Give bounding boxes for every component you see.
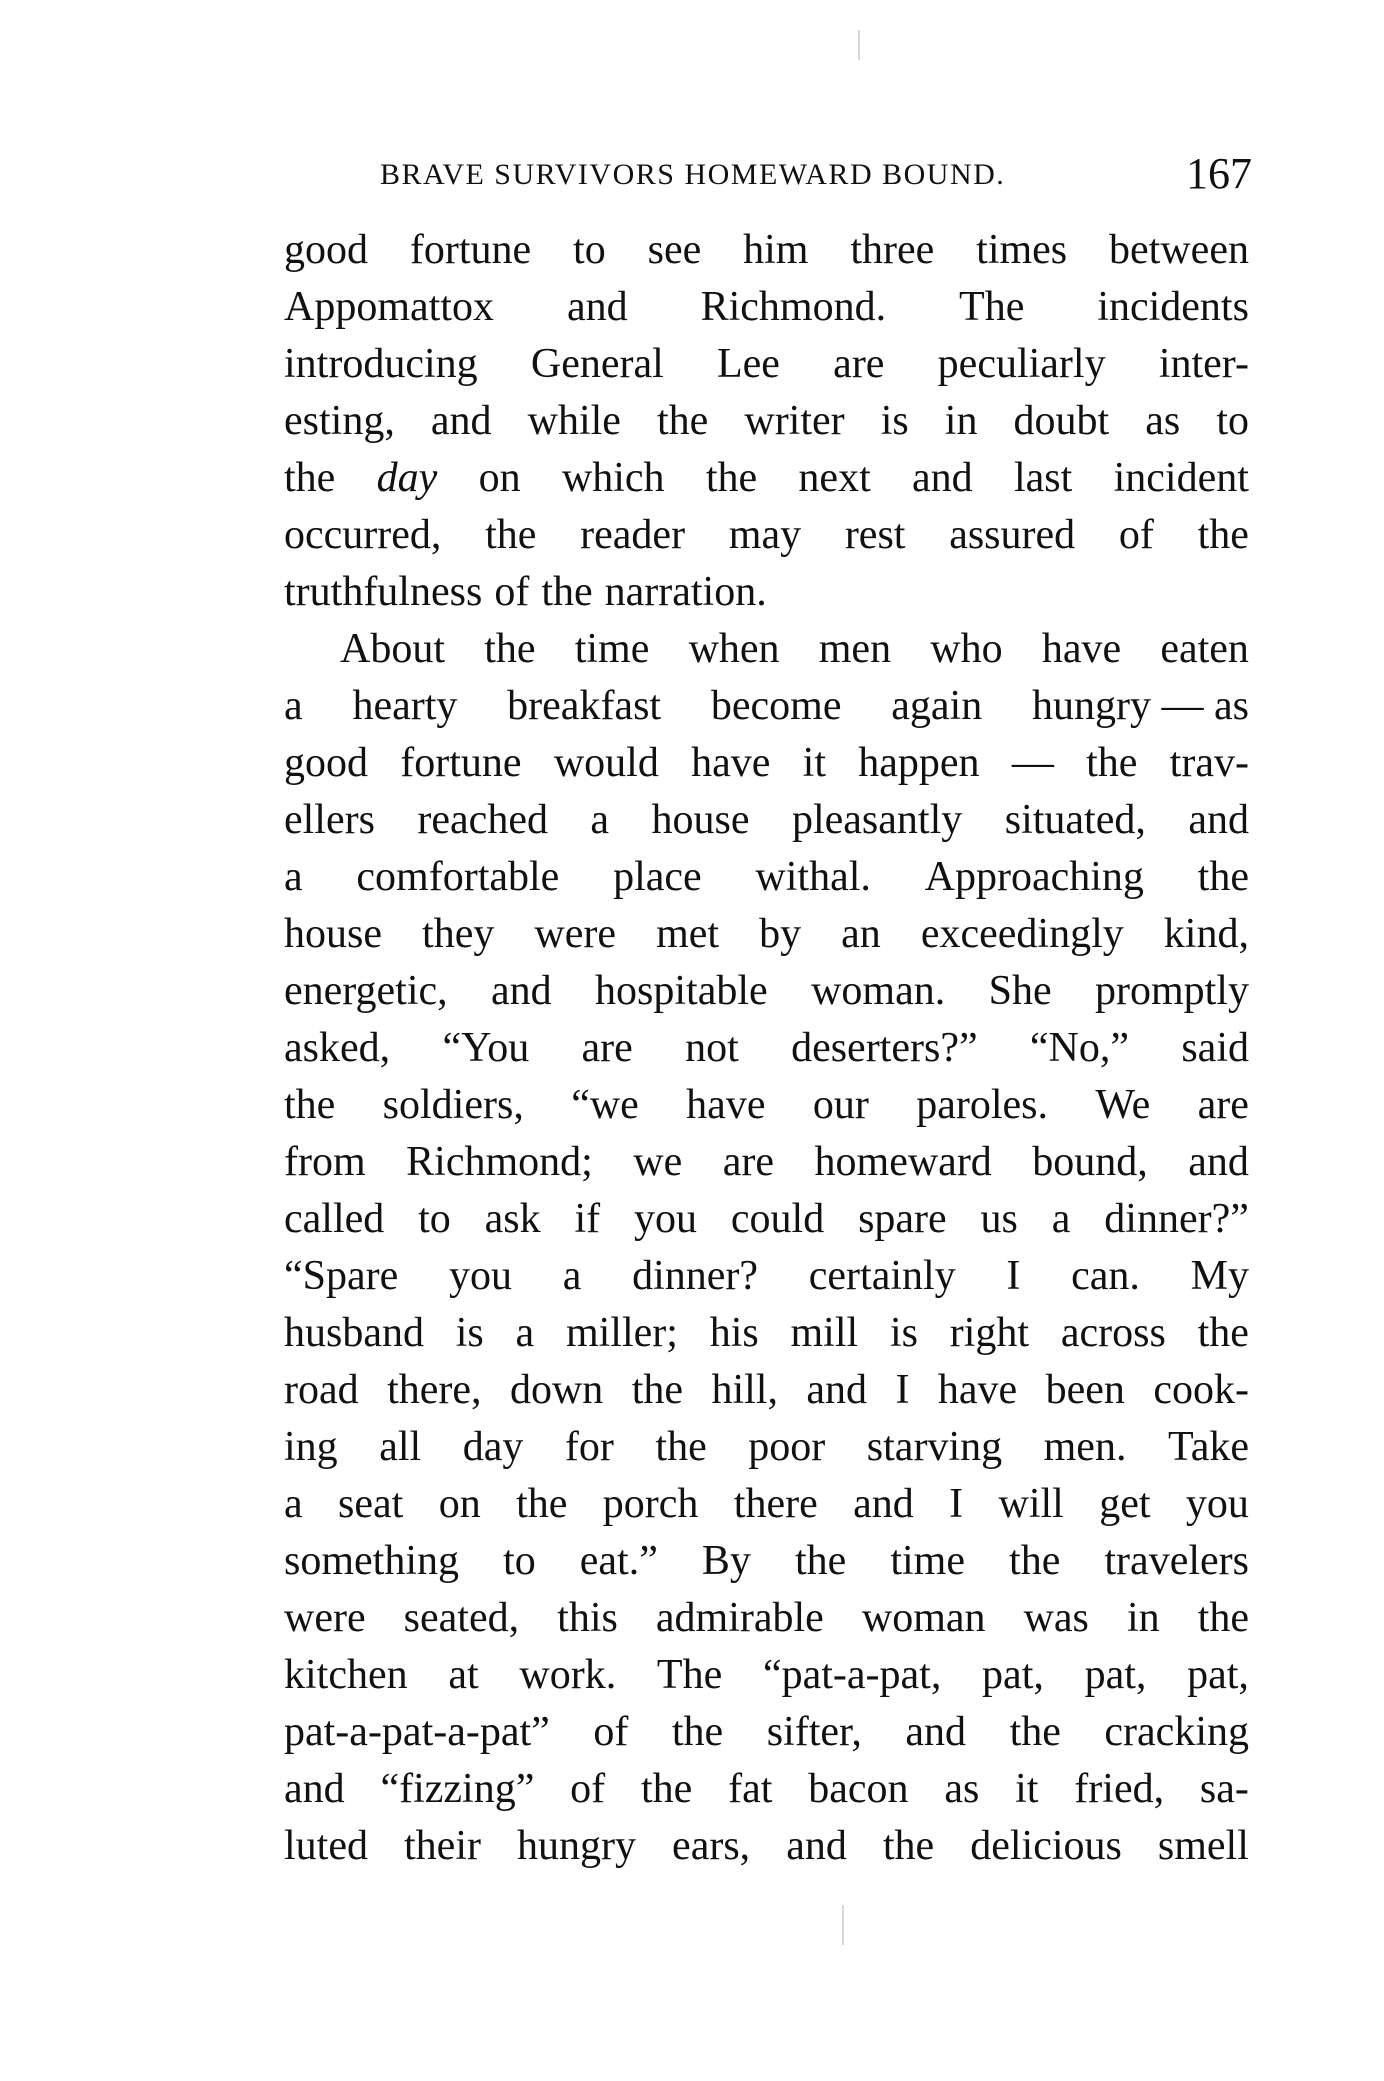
word: writer [744, 398, 845, 444]
word: from [284, 1139, 366, 1185]
word: ing [284, 1424, 338, 1470]
word: at [448, 1652, 479, 1698]
text-line [284, 1305, 1249, 1362]
word: to [573, 227, 606, 273]
text-line [284, 336, 1249, 393]
word: to [503, 1538, 536, 1584]
word: pat-a-pat-a-pat” [284, 1709, 550, 1755]
word: by [759, 911, 802, 957]
word: hungry [517, 1823, 637, 1869]
word: were [284, 1595, 366, 1641]
word: sifter, [766, 1709, 862, 1755]
word: as [944, 1766, 980, 1812]
word: us [980, 1196, 1018, 1242]
word: and [905, 1709, 967, 1755]
text-line [284, 678, 1249, 735]
word: the [671, 1709, 724, 1755]
paper-speck [842, 1905, 844, 1945]
word: again [891, 683, 983, 729]
word: a [515, 1310, 535, 1356]
word: doubt [1013, 398, 1110, 444]
word: introducing [284, 341, 478, 387]
text-line [284, 792, 1249, 849]
word: on [478, 455, 521, 501]
word: there, [387, 1367, 482, 1413]
word: last [1013, 455, 1073, 501]
word: General [530, 341, 664, 387]
word: are [722, 1139, 775, 1185]
word: we [633, 1139, 683, 1185]
word: reached [417, 797, 548, 843]
word: trav- [1169, 740, 1249, 786]
word: pat, [1084, 1652, 1147, 1698]
word: I [949, 1481, 964, 1527]
word: as [1145, 398, 1181, 444]
word: “No,” [1029, 1025, 1130, 1071]
text-line [284, 1647, 1249, 1704]
word: incident [1113, 455, 1249, 501]
word: a [284, 683, 303, 729]
word: was [1023, 1595, 1089, 1641]
word: and [566, 284, 628, 330]
word: something [284, 1538, 459, 1584]
word: on [438, 1481, 481, 1527]
text-line [284, 1419, 1249, 1476]
text-line [284, 279, 1249, 336]
text-line [284, 735, 1249, 792]
word: good [284, 740, 368, 786]
word: fat [728, 1766, 773, 1812]
word: said [1181, 1025, 1249, 1071]
word: certainly [808, 1253, 956, 1299]
word: paroles. [916, 1082, 1048, 1128]
word: the [640, 1766, 693, 1812]
word: Appomattox [284, 284, 494, 330]
word: all [379, 1424, 422, 1470]
word: him [743, 227, 809, 273]
word: this [557, 1595, 618, 1641]
text-line [284, 1818, 1249, 1875]
word: called [284, 1196, 385, 1242]
word: is [455, 1310, 484, 1356]
text-line [284, 621, 1249, 678]
word: of [570, 1766, 606, 1812]
word: the [882, 1823, 935, 1869]
word: I [1006, 1253, 1021, 1299]
text-line [284, 1590, 1249, 1647]
word: reader [580, 512, 686, 558]
word: the [1197, 512, 1249, 558]
word: breakfast [507, 683, 662, 729]
word: incidents [1097, 284, 1249, 330]
word: and [912, 455, 973, 501]
word: the [1009, 1538, 1061, 1584]
word: situated, [1004, 797, 1146, 843]
word: of [1118, 512, 1154, 558]
text-line [284, 906, 1249, 963]
word: been [1045, 1367, 1125, 1413]
word: the [516, 1481, 568, 1527]
word: is [880, 398, 909, 444]
word: may [728, 512, 802, 558]
word: narration. [604, 569, 767, 615]
word: a [590, 797, 610, 843]
text-line [284, 393, 1249, 450]
word: met [656, 911, 720, 957]
text-line [284, 963, 1249, 1020]
word: day [462, 1424, 524, 1470]
word: good [284, 227, 368, 273]
word: could [730, 1196, 825, 1242]
word: have [686, 1082, 766, 1128]
word: seat [338, 1481, 404, 1527]
word: ellers [284, 797, 375, 843]
word: hill, [711, 1367, 778, 1413]
word: homeward [814, 1139, 992, 1185]
word: Take [1167, 1424, 1249, 1470]
word: in [1126, 1595, 1160, 1641]
word: promptly [1094, 968, 1249, 1014]
word: — [1011, 740, 1054, 786]
word: will [998, 1481, 1064, 1527]
word: not [685, 1025, 739, 1071]
word: work. [519, 1652, 617, 1698]
text-line [284, 1191, 1249, 1248]
text-line [284, 1533, 1249, 1590]
word: down [509, 1367, 604, 1413]
word: bound, [1032, 1139, 1148, 1185]
word: The [959, 284, 1025, 330]
word: the [484, 626, 536, 672]
word: “You [442, 1025, 530, 1071]
word: luted [284, 1823, 368, 1869]
body-text [284, 222, 1249, 1875]
word: between [1109, 227, 1249, 273]
word: and [491, 968, 552, 1014]
word: “fizzing” [380, 1766, 535, 1812]
word: a [284, 1481, 303, 1527]
running-head [290, 148, 1252, 198]
word: She [988, 968, 1052, 1014]
word: soldiers, [382, 1082, 524, 1128]
word: mill [790, 1310, 859, 1356]
word: would [553, 740, 659, 786]
word: By [701, 1538, 751, 1584]
word: the [284, 1082, 336, 1128]
word: across [1060, 1310, 1166, 1356]
word: and [853, 1481, 914, 1527]
word: who [930, 626, 1003, 672]
word: My [1190, 1253, 1249, 1299]
word: miller; [565, 1310, 678, 1356]
text-line [284, 1362, 1249, 1419]
word: and [1188, 1139, 1249, 1185]
word: cook- [1153, 1367, 1249, 1413]
word: the [1086, 740, 1138, 786]
word: are [1197, 1082, 1249, 1128]
word: to [1216, 398, 1249, 444]
word: men [818, 626, 892, 672]
word: the [1197, 854, 1249, 900]
word: in [944, 398, 978, 444]
word: admirable [655, 1595, 824, 1641]
word: an [841, 911, 881, 957]
word: comfortable [356, 854, 560, 900]
word: ears, [672, 1823, 751, 1869]
word: place [613, 854, 702, 900]
word: fortune [409, 227, 532, 273]
word: the [541, 569, 593, 615]
word: hearty [352, 683, 458, 729]
word: hospitable [595, 968, 768, 1014]
word: a [1051, 1196, 1071, 1242]
word: the [1197, 1595, 1249, 1641]
word: Approaching [924, 854, 1144, 900]
word: the [284, 455, 336, 501]
word: you [1185, 1481, 1249, 1527]
word: travelers [1104, 1538, 1249, 1584]
word: I [895, 1367, 910, 1413]
word: the [1197, 1310, 1249, 1356]
word: starving [866, 1424, 1003, 1470]
word: seated, [403, 1595, 520, 1641]
word: are [833, 341, 885, 387]
word: truthfulness [284, 569, 483, 615]
word: the [794, 1538, 847, 1584]
word: you [634, 1196, 698, 1242]
word: eaten [1160, 626, 1249, 672]
text-line [284, 507, 1249, 564]
word: the [656, 398, 709, 444]
word: dinner? [632, 1253, 759, 1299]
word: deserters?” [791, 1025, 978, 1071]
word: a [562, 1253, 582, 1299]
word: ask [484, 1196, 541, 1242]
text-line [284, 1704, 1249, 1761]
text-line [284, 450, 1249, 507]
word: hungry — as [1031, 683, 1249, 729]
word: kitchen [284, 1652, 408, 1698]
word: sa- [1199, 1766, 1249, 1812]
word: rest [844, 512, 906, 558]
word: while [527, 398, 621, 444]
word: woman. [811, 968, 946, 1014]
word: We [1095, 1082, 1151, 1128]
word: three [850, 227, 935, 273]
word: of [593, 1709, 629, 1755]
word: road [284, 1367, 359, 1413]
word: the [655, 1424, 707, 1470]
text-line [284, 1077, 1249, 1134]
word: asked, [284, 1025, 391, 1071]
word: it [1015, 1766, 1039, 1812]
word: and [430, 398, 492, 444]
word: next [798, 455, 871, 501]
word: porch [602, 1481, 699, 1527]
word: men. [1043, 1424, 1127, 1470]
word: “pat-a-pat, [762, 1652, 942, 1698]
text-line [284, 1761, 1249, 1818]
text-line [284, 849, 1249, 906]
word: you [449, 1253, 512, 1299]
word: dinner?” [1104, 1196, 1249, 1242]
word: fried, [1074, 1766, 1165, 1812]
word: the [705, 455, 758, 501]
word: is [889, 1310, 918, 1356]
word: delicious [970, 1823, 1122, 1869]
word: right [949, 1310, 1030, 1356]
word: exceedingly [920, 911, 1124, 957]
running-title: BRAVE SURVIVORS HOMEWARD BOUND. [380, 158, 1006, 191]
word: see [647, 227, 702, 273]
word: spare [858, 1196, 947, 1242]
word: “we [571, 1082, 639, 1128]
word: husband [284, 1310, 424, 1356]
word: a [284, 854, 303, 900]
word: have [691, 740, 771, 786]
word: withal. [755, 854, 871, 900]
word: their [404, 1823, 481, 1869]
text-line [284, 222, 1249, 279]
word: kind, [1163, 911, 1249, 957]
word: it [802, 740, 826, 786]
word: have [1041, 626, 1122, 672]
word: The [656, 1652, 723, 1698]
text-line [284, 1248, 1249, 1305]
word: pat, [1187, 1652, 1249, 1698]
word: which [561, 455, 665, 501]
word: when [688, 626, 780, 672]
page-number: 167 [1186, 149, 1252, 198]
word: to [418, 1196, 451, 1242]
word: are [581, 1025, 633, 1071]
word: the [631, 1367, 684, 1413]
word: esting, [284, 398, 395, 444]
word: cracking [1104, 1709, 1249, 1755]
word: the [1009, 1709, 1061, 1755]
word: poor [748, 1424, 826, 1470]
word: woman [861, 1595, 986, 1641]
word: assured [949, 512, 1076, 558]
word: Richmond. [700, 284, 887, 330]
word: bacon [808, 1766, 909, 1812]
word: smell [1157, 1823, 1249, 1869]
word: house [284, 911, 382, 957]
word: our [812, 1082, 869, 1128]
word: and [284, 1766, 345, 1812]
word: Richmond; [406, 1139, 593, 1185]
word: fortune [400, 740, 522, 786]
word: energetic, [284, 968, 448, 1014]
word: the [485, 512, 537, 558]
word: and [786, 1823, 847, 1869]
word: have [937, 1367, 1018, 1413]
word: and [806, 1367, 868, 1413]
word: time [890, 1538, 965, 1584]
word: pat, [982, 1652, 1044, 1698]
word: get [1099, 1481, 1151, 1527]
word: happen [858, 740, 980, 786]
word: eat.” [579, 1538, 658, 1584]
word: were [534, 911, 617, 957]
word: occurred, [284, 512, 442, 558]
word: for [564, 1424, 614, 1470]
word: there [733, 1481, 818, 1527]
word: time [574, 626, 650, 672]
word: his [709, 1310, 759, 1356]
word: house [651, 797, 750, 843]
text-line [284, 1020, 1249, 1077]
word: times [976, 227, 1068, 273]
word: can. [1071, 1253, 1140, 1299]
word: inter- [1158, 341, 1249, 387]
word: peculiarly [937, 341, 1106, 387]
word: pleasantly [791, 797, 963, 843]
word: become [710, 683, 842, 729]
text-line [284, 1134, 1249, 1191]
word: About [340, 626, 445, 672]
word: of [494, 569, 530, 615]
word: day [376, 455, 438, 501]
word: if [574, 1196, 601, 1242]
word: they [422, 911, 495, 957]
word: Lee [717, 341, 780, 387]
word: “Spare [284, 1253, 399, 1299]
text-line [284, 1476, 1249, 1533]
paper-speck [858, 30, 860, 60]
text-line [284, 564, 1249, 621]
word: and [1188, 797, 1249, 843]
